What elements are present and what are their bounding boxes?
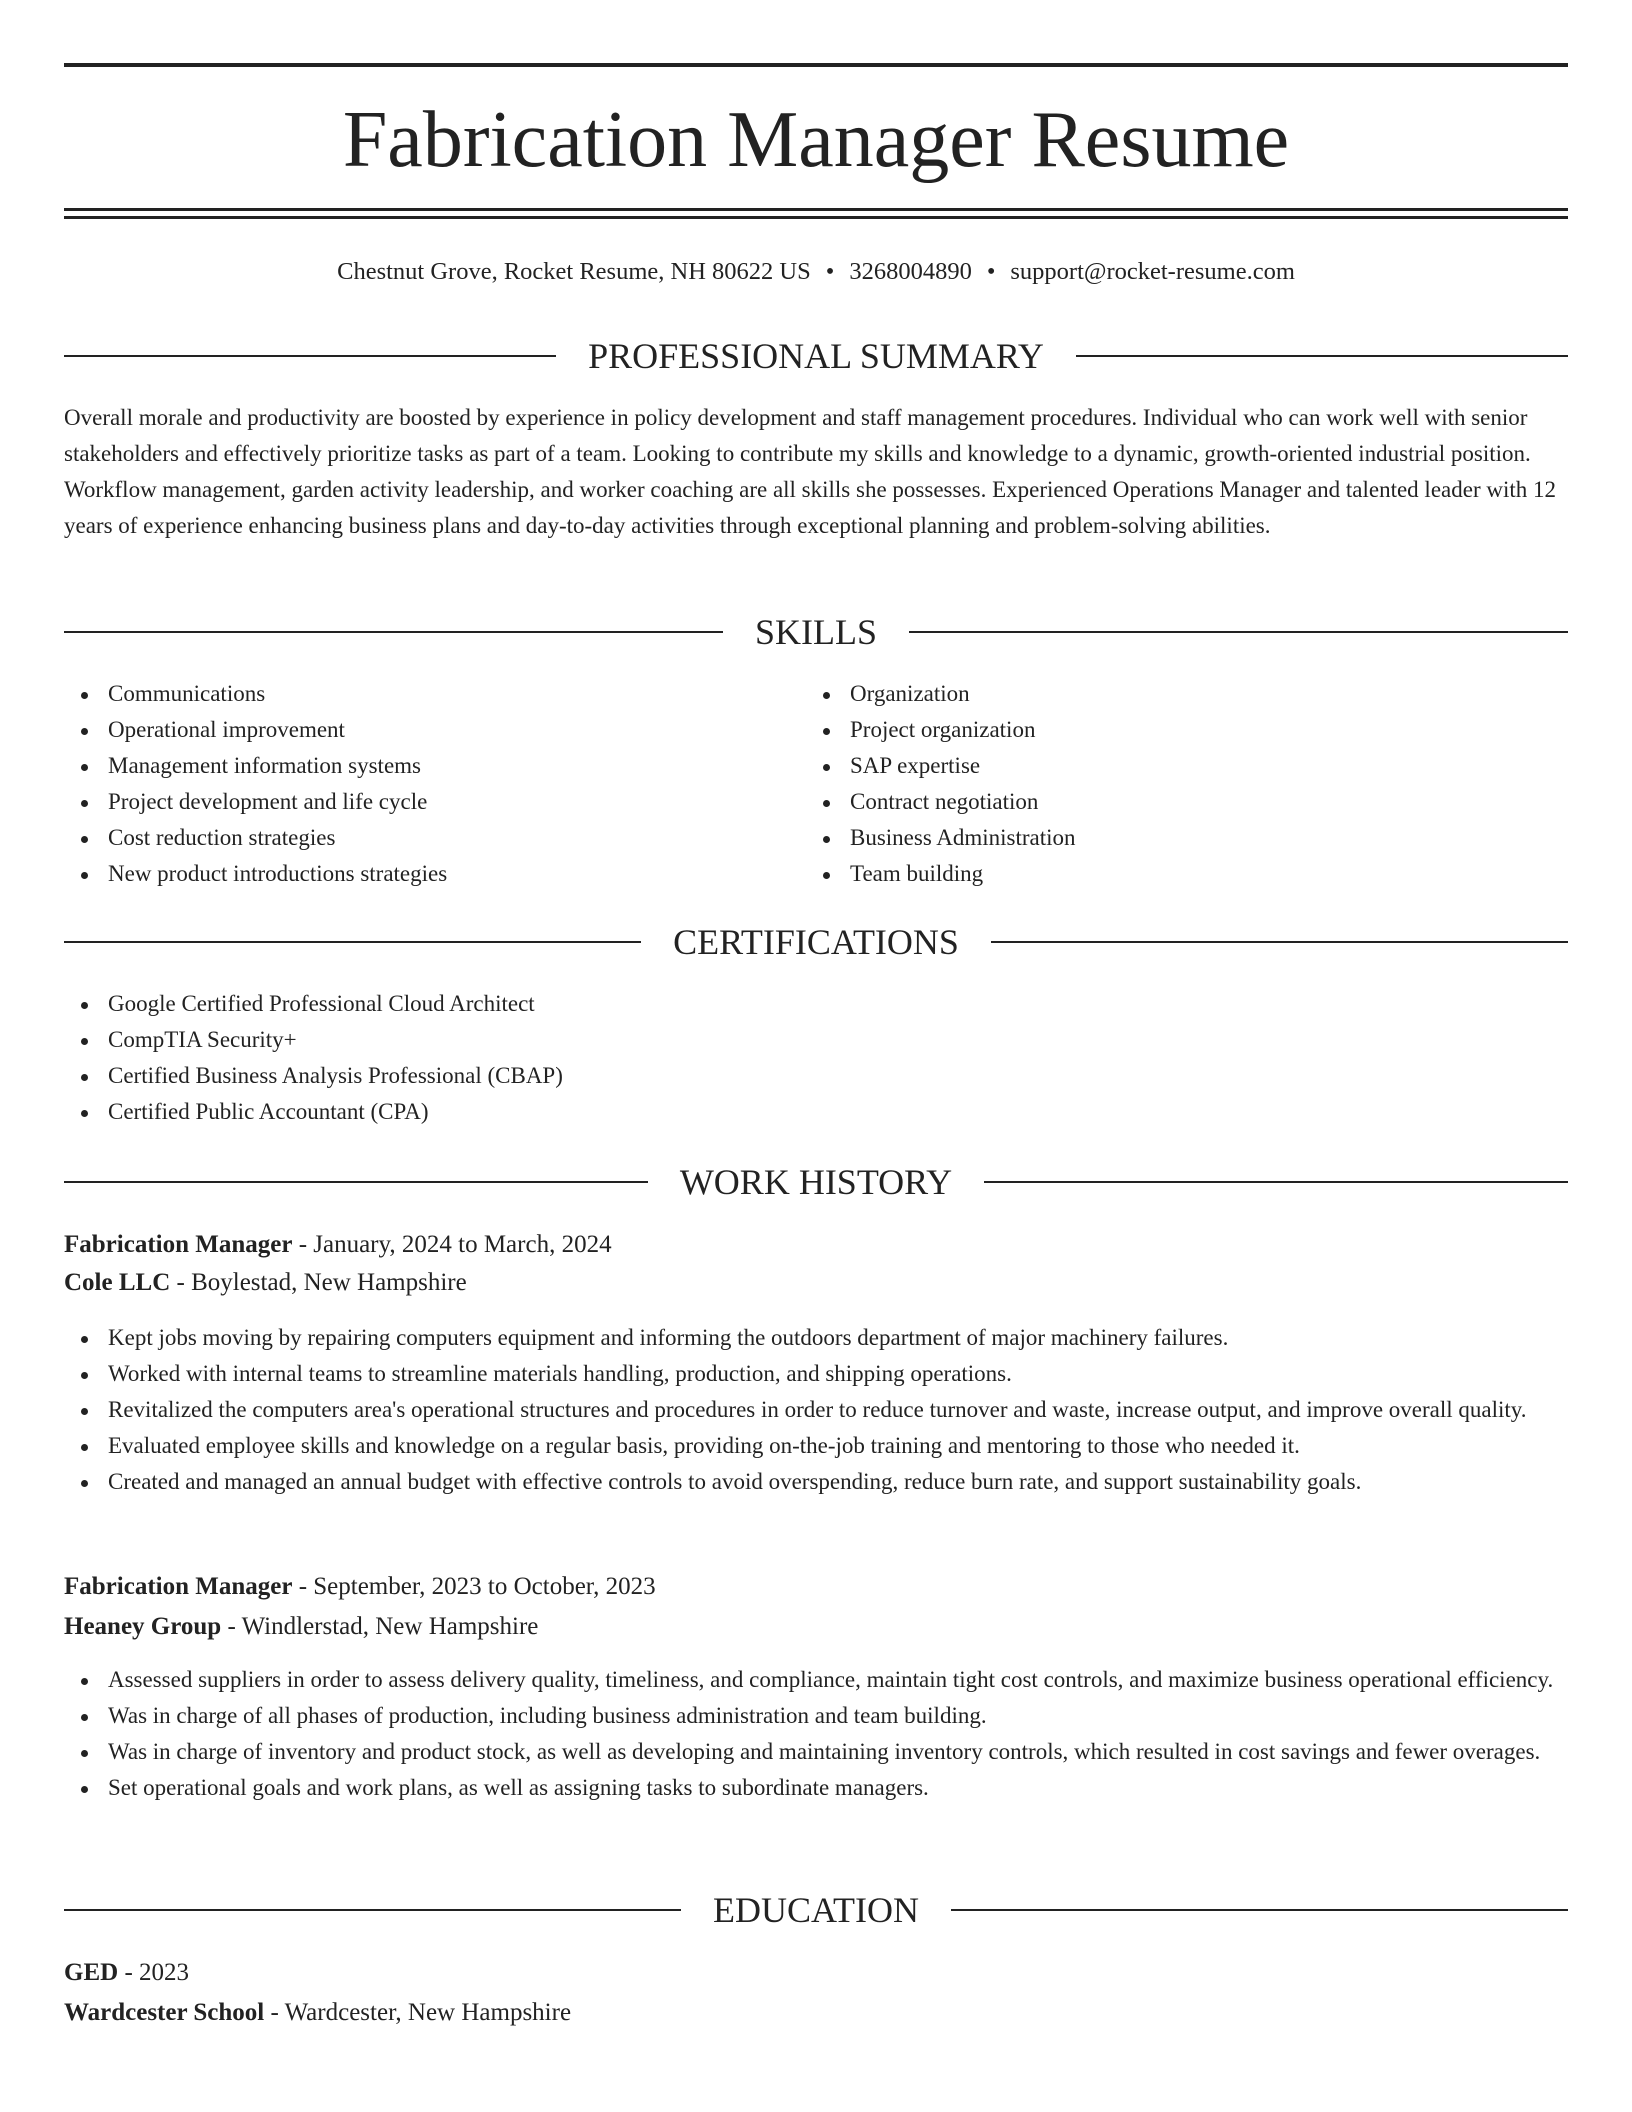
- education-degree: GED: [64, 1959, 119, 1986]
- job-title: Fabrication Manager: [64, 1231, 293, 1258]
- heading-rule-left: [64, 355, 556, 357]
- education-school: Wardcester School: [64, 1999, 265, 2026]
- skill-item: SAP expertise: [806, 748, 1506, 784]
- section-title: PROFESSIONAL SUMMARY: [588, 336, 1044, 376]
- skill-item: Business Administration: [806, 820, 1506, 856]
- top-rule: [64, 63, 1568, 67]
- job-location: - Windlerstad, New Hampshire: [221, 1613, 539, 1640]
- heading-rule-right: [991, 941, 1568, 943]
- certification-item: Certified Business Analysis Professional (CBAP): [64, 1058, 1064, 1094]
- job-bullet: Revitalized the computers area's operational structures and procedures in order to reduce turnover and waste, increase output, and improve overall quality.: [64, 1392, 1568, 1428]
- job-bullet: Evaluated employee skills and knowledge on a regular basis, providing on-the-job training and mentoring to those who needed it.: [64, 1428, 1568, 1464]
- job-bullets: [64, 1320, 1568, 1500]
- heading-rule-left: [64, 631, 723, 633]
- section-title: CERTIFICATIONS: [673, 922, 959, 962]
- job-bullet: Was in charge of inventory and product stock, as well as developing and maintaining inventory controls, which resulted in cost savings and fewer overages.: [64, 1734, 1568, 1770]
- skills-list-left: [64, 676, 764, 892]
- heading-rule-right: [984, 1181, 1568, 1183]
- certification-item: Certified Public Accountant (CPA): [64, 1094, 1064, 1130]
- job-bullet: Created and managed an annual budget with effective controls to avoid overspending, reduce burn rate, and support sustainability goals.: [64, 1464, 1568, 1500]
- contact-address: Chestnut Grove, Rocket Resume, NH 80622 US: [337, 258, 811, 285]
- education-degree-line: [64, 1954, 1568, 1992]
- job-bullet: Was in charge of all phases of production, including business administration and team building.: [64, 1698, 1568, 1734]
- education-location: - Wardcester, New Hampshire: [264, 1999, 572, 2026]
- job-bullet: Set operational goals and work plans, as well as assigning tasks to subordinate managers.: [64, 1770, 1568, 1806]
- skill-item: New product introductions strategies: [64, 856, 764, 892]
- job-title-line: [64, 1226, 1568, 1264]
- certification-item: CompTIA Security+: [64, 1022, 1064, 1058]
- certification-item: Google Certified Professional Cloud Architect: [64, 986, 1064, 1022]
- section-title: EDUCATION: [713, 1890, 919, 1930]
- job-location: - Boylestad, New Hampshire: [170, 1269, 467, 1296]
- section-title: SKILLS: [755, 612, 878, 652]
- heading-rule-right: [909, 631, 1568, 633]
- education-school-line: [64, 1994, 1568, 2032]
- job-title-line: [64, 1568, 1568, 1606]
- job-bullet: Worked with internal teams to streamline materials handling, production, and shipping operations.: [64, 1356, 1568, 1392]
- title-double-rule: [64, 208, 1568, 219]
- skill-item: Cost reduction strategies: [64, 820, 764, 856]
- job-company: Cole LLC: [64, 1269, 171, 1296]
- contact-email: support@rocket-resume.com: [1010, 258, 1295, 285]
- section-heading-summary: [64, 334, 1568, 378]
- job-bullets: [64, 1662, 1568, 1806]
- skills-list-right: [806, 676, 1506, 892]
- job-title: Fabrication Manager: [64, 1573, 293, 1600]
- skill-item: Management information systems: [64, 748, 764, 784]
- job-dates: - January, 2024 to March, 2024: [292, 1231, 612, 1258]
- heading-rule-left: [64, 1181, 648, 1183]
- skill-item: Project organization: [806, 712, 1506, 748]
- section-heading-work-history: [64, 1160, 1568, 1204]
- section-heading-certifications: [64, 920, 1568, 964]
- section-heading-education: [64, 1888, 1568, 1932]
- heading-rule-left: [64, 1909, 681, 1911]
- job-bullet: Assessed suppliers in order to assess delivery quality, timeliness, and compliance, maintain tight cost controls, and maximize business operational efficiency.: [64, 1662, 1568, 1698]
- summary-paragraph: Overall morale and productivity are boosted by experience in policy development and staff management procedures. Individual who can work well with senior stakeholders and effectively prioritize tasks as part of a team. Looking to contribute my skills and knowledge to a dynamic, growth-oriented industrial position. Workflow management, garden activity leadership, and worker coaching are all skills she possesses. Experienced Operations Manager and talented leader with 12 years of experience enhancing business plans and day-to-day activities through exceptional planning and problem-solving abilities.: [64, 405, 1556, 538]
- skill-item: Team building: [806, 856, 1506, 892]
- skill-item: Operational improvement: [64, 712, 764, 748]
- certifications-list: [64, 986, 1064, 1130]
- job-dates: - September, 2023 to October, 2023: [292, 1573, 656, 1600]
- job-company-line: [64, 1608, 1568, 1646]
- job-company: Heaney Group: [64, 1613, 222, 1640]
- page-title: Fabrication Manager Resume: [342, 96, 1290, 184]
- contact-separator: •: [986, 258, 996, 285]
- heading-rule-right: [951, 1909, 1568, 1911]
- skill-item: Communications: [64, 676, 764, 712]
- job-company-line: [64, 1264, 1568, 1302]
- section-title: WORK HISTORY: [679, 1162, 953, 1202]
- contact-separator: •: [825, 258, 835, 285]
- heading-rule-right: [1076, 355, 1568, 357]
- skill-item: Contract negotiation: [806, 784, 1506, 820]
- contact-phone: 3268004890: [849, 258, 972, 285]
- skill-item: Project development and life cycle: [64, 784, 764, 820]
- contact-line: [64, 252, 1568, 292]
- heading-rule-left: [64, 941, 641, 943]
- job-bullet: Kept jobs moving by repairing computers equipment and informing the outdoors department of major machinery failures.: [64, 1320, 1568, 1356]
- section-heading-skills: [64, 610, 1568, 654]
- education-year: - 2023: [118, 1959, 190, 1986]
- skill-item: Organization: [806, 676, 1506, 712]
